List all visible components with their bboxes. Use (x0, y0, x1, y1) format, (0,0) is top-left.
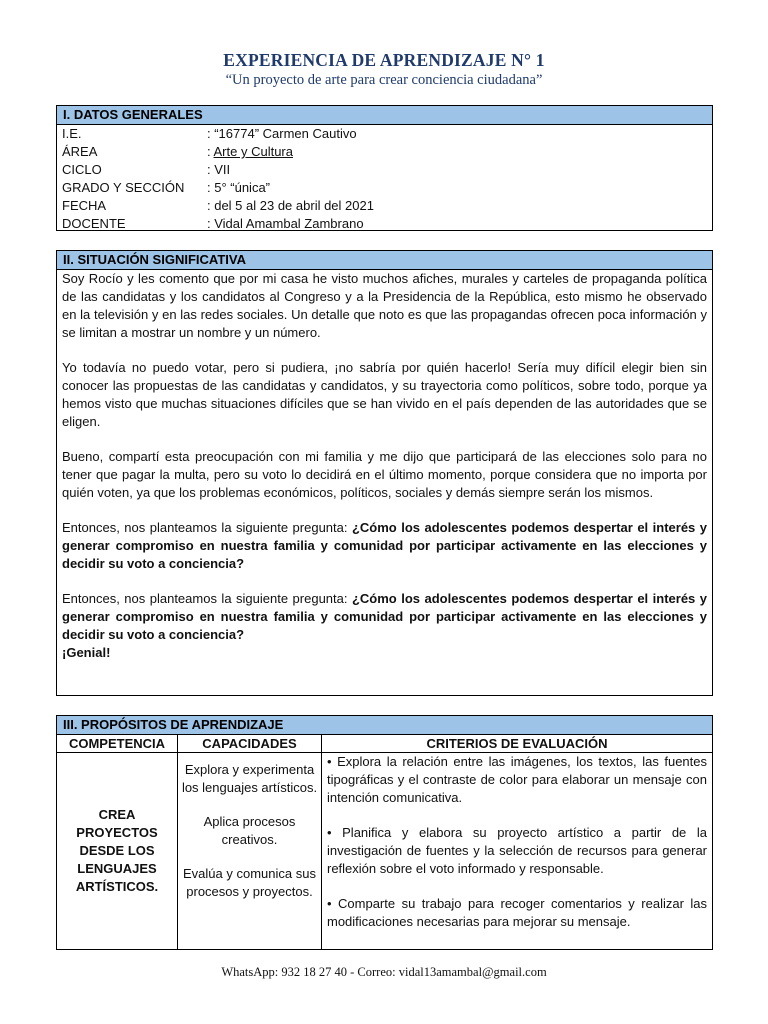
propositos-table (57, 735, 712, 949)
dato-label: GRADO Y SECCIÓN (62, 180, 185, 195)
capacidades-cell (178, 753, 322, 950)
situacion-question-paragraph (62, 519, 707, 573)
question-intro: Entonces, nos planteamos la siguiente pregunta: (62, 591, 352, 606)
situacion-paragraph: Yo todavía no puedo votar, pero si pudiera, ¡no sabría por quién hacerlo! Sería muy difícil elegir bien sin conocer las propuestas de las candidatas y candidatos, y su trayectoria como políticos, sobre todo, porque ya hemos visto que muchas situaciones difíciles que se han vivido en el país dependen de las autoridades que se eligen. (62, 360, 707, 429)
capacidad-item: Aplica procesos creativos. (203, 814, 296, 847)
situacion-heading: II. SITUACIÓN SIGNIFICATIVA (57, 251, 712, 270)
dato-value: Arte y Cultura (213, 144, 293, 159)
criterio-item: • Explora la relación entre las imágenes, los textos, las fuentes tipográficas y el contraste de color para elaborar un mensaje con intención comunicativa. (327, 754, 707, 805)
document-title: EXPERIENCIA DE APRENDIZAJE N° 1 (223, 50, 545, 70)
question-text: ¿Cómo los adolescentes podemos despertar el interés y generar compromiso en nuestra familia y comunidad por participar activamente en las elecciones y decidir su voto a conciencia? (62, 591, 707, 642)
dato-label: CICLO (62, 162, 102, 177)
dato-row-fecha (57, 197, 712, 215)
datos-generales-list (57, 125, 712, 233)
contact-footer: WhatsApp: 932 18 27 40 - Correo: vidal13amambal@gmail.com (221, 965, 547, 979)
propositos-heading: III. PROPÓSITOS DE APRENDIZAJE (57, 716, 712, 735)
criterio-item: • Planifica y elabora su proyecto artístico a partir de la investigación de fuentes y la selección de recursos para generar reflexión sobre el voto informado y responsable. (327, 825, 707, 876)
datos-generales-section (56, 105, 713, 231)
situacion-paragraph: Bueno, compartí esta preocupación con mi familia y me dijo que participará de las elecciones solo para no tener que pagar la multa, pero su voto lo decidirá en el último momento, porque considera que no importa por quién voten, ya que los problemas económicos, políticos, sociales y demás siempre serán los mismos. (62, 449, 707, 500)
datos-generales-heading: I. DATOS GENERALES (57, 106, 712, 125)
capacidad-item: Evalúa y comunica sus procesos y proyectos. (183, 866, 316, 899)
situacion-paragraph: Soy Rocío y les comento que por mi casa he visto muchos afiches, murales y carteles de propaganda política de las candidatas y los candidatos al Congreso y a la Presidencia de la República, esto mismo he observado en la televisión y en las redes sociales. Un detalle que noto es que las propagandas ofrecen poca información y se limitan a mostrar un nombre y un número. (62, 271, 707, 340)
dato-value-wrapper (207, 143, 293, 161)
dato-row-ie (57, 125, 712, 143)
dato-value-prefix: : (207, 144, 214, 159)
column-header-competencia: COMPETENCIA (57, 735, 178, 753)
closing-text: ¡Genial! (62, 645, 111, 660)
situacion-body (57, 270, 712, 662)
dato-label: ÁREA (62, 144, 98, 159)
dato-label: FECHA (62, 198, 107, 213)
dato-value: : Vidal Amambal Zambrano (207, 216, 364, 231)
criterios-cell (322, 753, 713, 950)
dato-row-area (57, 143, 712, 161)
dato-value: : VII (207, 162, 231, 177)
competencia-cell: CREA PROYECTOS DESDE LOS LENGUAJES ARTÍSTICOS. (57, 753, 178, 950)
question-intro: Entonces, nos planteamos la siguiente pregunta: (62, 520, 352, 535)
document-subtitle: “Un proyecto de arte para crear conciencia ciudadana” (225, 72, 543, 88)
criterio-item: • Comparte su trabajo para recoger comentarios y realizar las modificaciones necesarias para mejorar su mensaje. (327, 896, 707, 929)
dato-row-ciclo (57, 161, 712, 179)
table-row (57, 753, 712, 950)
question-text: ¿Cómo los adolescentes podemos despertar el interés y generar compromiso en nuestra familia y comunidad por participar activamente en las elecciones y decidir su voto a conciencia? (62, 520, 707, 571)
situacion-section (56, 250, 713, 696)
dato-row-grado (57, 179, 712, 197)
table-header-row (57, 735, 712, 753)
dato-value: : del 5 al 23 de abril del 2021 (207, 198, 374, 213)
column-header-capacidades: CAPACIDADES (178, 735, 322, 753)
dato-row-docente (57, 215, 712, 233)
propositos-section (56, 715, 713, 950)
column-header-criterios: CRITERIOS DE EVALUACIÓN (322, 735, 713, 753)
dato-value: : “16774” Carmen Cautivo (207, 126, 357, 141)
dato-label: I.E. (62, 126, 82, 141)
dato-label: DOCENTE (62, 216, 126, 231)
dato-value: : 5° “única” (207, 180, 271, 195)
capacidad-item: Explora y experimenta los lenguajes artísticos. (181, 762, 318, 795)
situacion-question-paragraph (62, 590, 707, 662)
